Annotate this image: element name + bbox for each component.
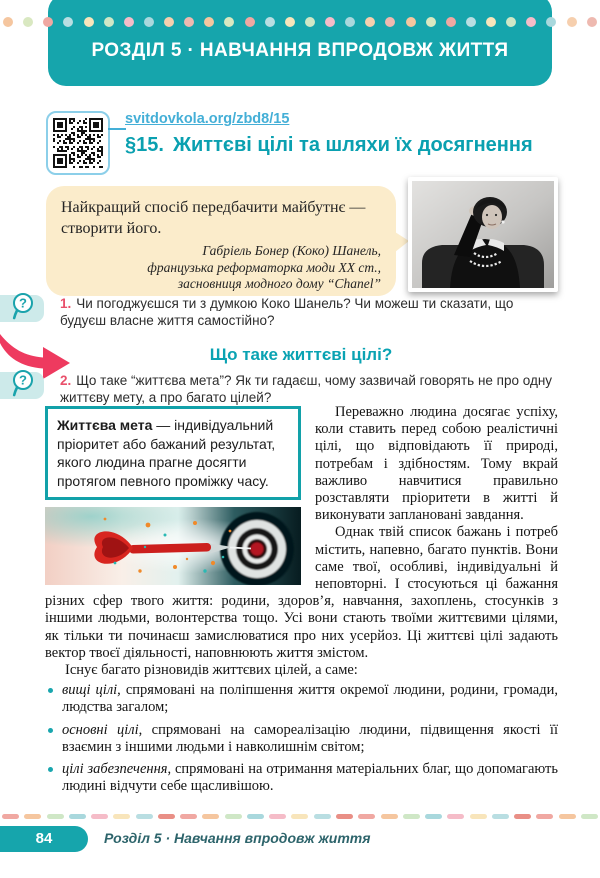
chapter-header [48, 0, 552, 86]
decorative-dash-row [0, 814, 600, 819]
question-1-number: 1. [60, 296, 72, 311]
question-2 [60, 373, 558, 406]
list-item [45, 682, 558, 716]
paragraph: Переважно людина досягає успіху, коли ставить перед собою реалістичні цілі, що відповідають її природі, потребам і здібностям. Тому вкрай важливо навчитися правильно розставляти пріоритети в житті й виконувати заплановані завдання. [315, 404, 558, 524]
paragraph-title [125, 134, 565, 157]
decorative-dots-row [0, 17, 600, 27]
list-item [45, 722, 558, 756]
list-item-lead: основні цілі [62, 721, 139, 738]
paragraph: Однак твій список бажань і потреб містить, напевно, багато пунктів. Вони саме твої, особливі, індивідуальні й неповторні. І стосуються ці бажання різних сфер твого життя: родини, здоров’я, навчання, захоплень, стосунків з іншими людьми, волонтерства тощо. Усі вони стають твоїми життєвими цілями, як тільки ти починаєш замислюватися про них усерйоз. Ці життєві цілі задають вектор твоєї діяльності, наповнюють життя змістом. [45, 524, 558, 661]
section-heading: Що таке життєві цілі? [209, 345, 393, 364]
quote-attribution-line: Габріель Бонер (Коко) Шанель, [202, 243, 381, 258]
list-item-text: , спрямовані на поліпшення життя окремої людини, родини, громади, людства загалом; [62, 682, 558, 716]
question-1-text: Чи погоджуєшся ти з думкою Коко Шанель? Чи можеш ти сказати, що будуєш власне життя самостійно? [60, 296, 514, 328]
svg-text:?: ? [19, 372, 27, 388]
definition-box [45, 406, 301, 500]
coco-chanel-photo [408, 177, 558, 292]
dart-target-image [45, 507, 301, 585]
goal-types-list [45, 682, 558, 795]
list-item-text: , спрямовані на самореалізацію людини, підвищення якості її взаємин з іншими людьми і навколишнім світом; [62, 721, 558, 755]
bullet-dot-icon [48, 688, 53, 693]
paragraph-number: §15. [125, 134, 164, 156]
bullet-dot-icon [48, 767, 53, 772]
question-marker-tab [0, 372, 44, 399]
article-body [45, 404, 558, 800]
footer-chapter-title: Розділ 5 · Навчання впродовж життя [104, 830, 371, 846]
qr-link[interactable]: svitdovkola.org/zbd8/15 [125, 111, 290, 127]
page-number-badge: 84 [0, 826, 88, 852]
quote-text: Найкращий спосіб передбачити майбутнє — створити його. [61, 199, 366, 237]
bullet-dot-icon [48, 728, 53, 733]
question-2-number: 2. [60, 373, 72, 388]
definition-term: Життєва мета [57, 417, 153, 433]
chapter-title: РОЗДІЛ 5 · НАВЧАННЯ ВПРОДОВЖ ЖИТТЯ [91, 40, 509, 61]
qr-code-icon [46, 111, 110, 175]
quote-attribution-line: французька реформаторка моди XX ст., [147, 259, 381, 275]
qr-link-connector [108, 128, 126, 130]
question-magnifier-icon [10, 368, 38, 400]
paragraph: Існує багато різновидів життєвих цілей, а саме: [65, 662, 358, 679]
definition-text: — індивідуальний пріоритет або бажаний результат, якого людина прагне досягти протягом певного проміжку часу. [57, 417, 276, 489]
question-marker-tab [0, 295, 44, 322]
list-item-text: , спрямовані на отримання матеріальних благ, що допомагають людині відчути себе щасливішою. [62, 761, 558, 795]
question-1 [60, 296, 558, 329]
list-item-lead: цілі забезпечення [62, 761, 168, 778]
question-magnifier-icon [10, 291, 38, 323]
list-item-lead: вищі цілі [62, 682, 118, 699]
quote-attribution [61, 243, 381, 293]
quote-attribution-line: засновниця модного дому “Chanel” [177, 276, 381, 291]
article-left-column [45, 406, 301, 585]
quote-bubble-tail [395, 232, 409, 252]
svg-text:?: ? [19, 295, 27, 311]
quote-bubble [46, 186, 396, 296]
question-2-text: Що таке “життєва мета”? Як ти гадаєш, чому зазвичай говорять не про одну життєву мету, а про багато цілей? [60, 373, 553, 405]
list-item [45, 761, 558, 795]
paragraph-title-text: Життєві цілі та шляхи їх досягнення [172, 134, 533, 156]
